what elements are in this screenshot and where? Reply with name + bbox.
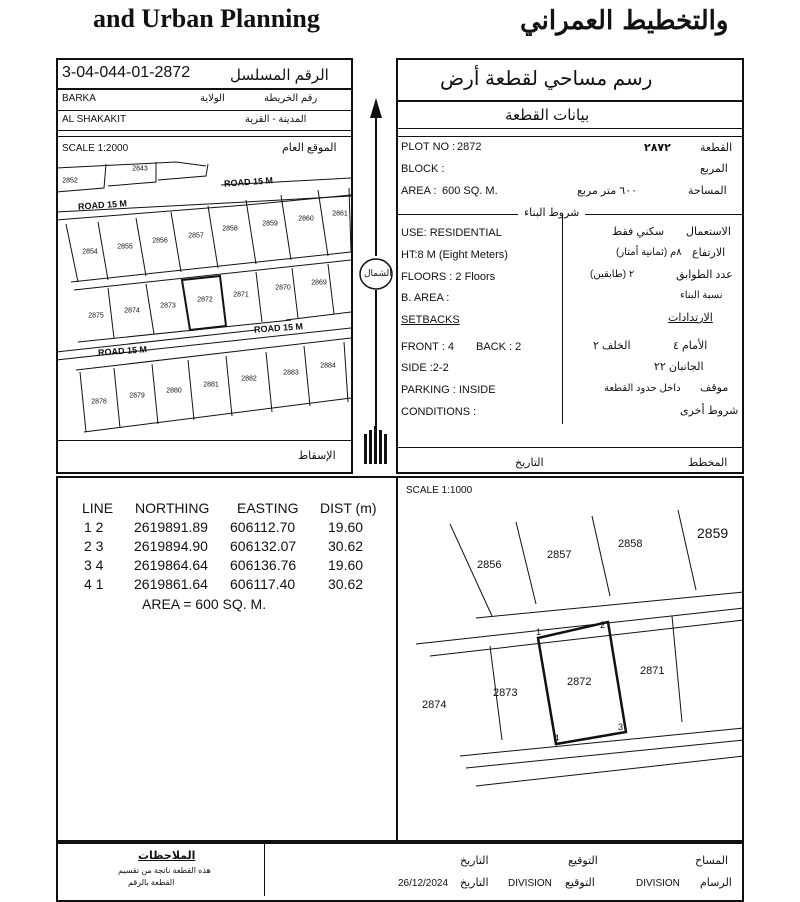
detail-plot-number: 2859 (697, 525, 729, 541)
cell-dist: 19.60 (328, 557, 364, 573)
detail-block-line (476, 756, 744, 786)
map-plot-number: 2882 (241, 375, 257, 383)
map-block-line (108, 288, 114, 338)
map-no-label: رقم الخريطة (264, 93, 318, 104)
floors-ar-label: عدد الطوابق (676, 269, 733, 281)
detail-plot-number: 2873 (493, 687, 518, 699)
map-plot-number: 2857 (188, 232, 204, 240)
cell-dist: 30.62 (328, 576, 364, 592)
division-value-2: DIVISION (508, 878, 552, 889)
map-block-line (208, 206, 218, 268)
detail-road-edge (460, 728, 744, 756)
col-header-northing: NORTHING (135, 500, 210, 516)
map-block-line (226, 356, 232, 416)
map-plot-number: 2881 (203, 381, 219, 389)
road-label: ROAD 15 M (253, 321, 304, 335)
header-title-ar: والتخطيط العمراني (520, 6, 729, 36)
side-value: SIDE :2-2 (401, 362, 449, 374)
map-plot-number: 2878 (91, 398, 107, 406)
map-block-line (292, 268, 298, 318)
planner-label-ar: المخطط (688, 457, 728, 469)
front-value: FRONT : 4 (401, 341, 454, 353)
map-block-line (318, 190, 328, 256)
map-block-line (328, 264, 334, 314)
map-block-line (281, 195, 291, 260)
parking-value: PARKING : INSIDE (401, 384, 496, 396)
signature-label-2: التوقيع (565, 877, 595, 889)
date-label-2: التاريخ (460, 877, 489, 889)
plot-no-label: PLOT NO : (401, 141, 456, 153)
map-plot-number: 2852 (62, 177, 78, 185)
serial-label: الرقم المسلسل (230, 67, 329, 84)
conditions-ar-label: شروط أخرى (680, 405, 739, 417)
note-line-2: القطعة بالرقم (128, 878, 175, 887)
map-plot-number: 2858 (222, 225, 238, 233)
block-label: BLOCK : (401, 163, 445, 175)
detail-plot-number: 2858 (618, 538, 643, 550)
map-plot-number: 2843 (132, 165, 148, 173)
side-ar-value: الجانبان ٢٢ (654, 361, 704, 373)
cell-line: 1 2 (84, 519, 104, 535)
map-plot-number: 2870 (275, 284, 291, 292)
date-value: 26/12/2024 (398, 878, 449, 889)
b-area-label: B. AREA : (401, 292, 450, 304)
map-block-line (266, 352, 272, 412)
map-block-line (171, 212, 181, 272)
detail-road-edge (466, 740, 744, 768)
use-value: USE: RESIDENTIAL (401, 227, 502, 239)
area-ar-value: ٦٠٠ متر مربع (577, 185, 638, 197)
detail-block-line (516, 522, 536, 604)
col-header-easting: EASTING (237, 500, 299, 516)
north-label: الشمال (364, 268, 392, 278)
parking-ar-value: داخل حدود القطعة (604, 383, 681, 394)
plot-no-value: 2872 (457, 141, 482, 153)
map-plot-number: 2872 (197, 296, 213, 304)
map-block-line (98, 222, 108, 280)
back-ar-value: الخلف ٢ (593, 340, 631, 352)
map-block-line (136, 218, 146, 276)
note-line-1: هذه القطعة ناتجة من تقسيم (118, 866, 211, 875)
road-label: ROAD 15 M (223, 175, 274, 189)
detail-block-line (592, 516, 610, 596)
plot-no-ar-value: ٢٨٧٢ (644, 142, 671, 154)
cell-easting: 606136.76 (230, 557, 297, 573)
detail-block-line (672, 616, 682, 722)
block-label-ar: المربع (700, 163, 728, 175)
map-plot-number: 2871 (233, 291, 249, 299)
height-value: HT:8 M (Eight Meters) (401, 249, 508, 261)
corner-label: 1 (536, 627, 542, 637)
map-plot-number: 2869 (311, 279, 327, 287)
map-plot-number: 2855 (117, 243, 133, 251)
division-value-1: DIVISION (636, 878, 680, 889)
corner-label: 3 (618, 722, 624, 732)
back-value: BACK : 2 (476, 341, 522, 353)
map-block-line (246, 200, 256, 264)
map-plot-number: 2884 (320, 362, 336, 370)
map-plot-number: 2873 (160, 302, 176, 310)
table-row (82, 576, 382, 594)
map-plot-number: 2859 (262, 220, 278, 228)
city-label: المدينة - القرية (245, 114, 307, 125)
projection-label: الإسقاط (298, 450, 336, 462)
col-header-dist: DIST (m) (320, 500, 377, 516)
area-ar-label: المساحة (688, 185, 727, 197)
detail-plot-number: 2871 (640, 665, 665, 677)
notes-label: الملاحظات (138, 850, 196, 862)
map-plot-number: 2879 (129, 392, 145, 400)
cell-dist: 30.62 (328, 538, 364, 554)
cell-easting: 606132.07 (230, 538, 297, 554)
map-block-line (349, 188, 351, 252)
map-block-line (188, 360, 194, 420)
table-row (82, 557, 382, 575)
map-block-line (66, 224, 78, 282)
detail-map (396, 496, 744, 836)
cell-northing: 2619891.89 (134, 519, 208, 535)
conditions-label: CONDITIONS : (401, 406, 477, 418)
wilayat-value: BARKA (62, 93, 96, 104)
road-label: ROAD 15 M (77, 198, 128, 212)
cell-northing: 2619894.90 (134, 538, 208, 554)
date-label: التاريخ (460, 855, 489, 867)
height-ar-value: ٨م (ثمانية أمتار) (616, 247, 682, 258)
table-row (82, 519, 382, 537)
detail-plot-number: 2857 (547, 549, 572, 561)
corner-label: 4 (554, 733, 560, 743)
map-plot-number: 2875 (88, 312, 104, 320)
b-area-ar-label: نسبة البناء (680, 290, 723, 301)
area-value: 600 SQ. M. (442, 185, 498, 197)
total-area: AREA = 600 SQ. M. (142, 596, 267, 612)
draftsman-label: الرسام (700, 877, 732, 889)
map-block-line (158, 164, 208, 180)
plot-label-ar: القطعة (700, 142, 733, 154)
map-block-line (80, 372, 86, 432)
detail-plot-number: 2874 (422, 699, 447, 711)
map-plot-number: 2854 (82, 248, 98, 256)
location-scale: SCALE 1:2000 (62, 143, 129, 154)
plot-data-heading: بيانات القطعة (505, 107, 590, 124)
map-plot-number: 2861 (332, 210, 348, 218)
building-conditions-heading: شروط البناء (518, 206, 585, 219)
map-plot-number: 2860 (298, 215, 314, 223)
height-ar-label: الارتفاع (692, 247, 726, 259)
floors-value: FLOORS : 2 Floors (401, 271, 496, 283)
cell-easting: 606112.70 (230, 519, 296, 535)
cell-line: 4 1 (84, 576, 104, 592)
cell-dist: 19.60 (328, 519, 364, 535)
col-header-line: LINE (82, 500, 114, 516)
detail-plot-number: 2872 (567, 676, 592, 688)
cell-easting: 606117.40 (230, 576, 296, 592)
wilayat-label: الولاية (200, 93, 225, 104)
road-label: ROAD 15 M (97, 344, 148, 358)
survey-title-ar: رسم مساحي لقطعة أرض (440, 68, 653, 90)
map-block-line (146, 284, 154, 334)
signature-label: التوقيع (568, 855, 598, 867)
map-block-line (304, 346, 310, 406)
setbacks-label: SETBACKS (401, 314, 460, 326)
detail-plot-number: 2856 (477, 559, 502, 571)
header-title-en: and Urban Planning (93, 4, 320, 33)
front-ar-value: الأمام ٤ (673, 340, 708, 352)
cell-line: 3 4 (84, 557, 104, 573)
map-plot-number: 2880 (166, 387, 182, 395)
map-block-line (256, 272, 262, 322)
use-ar-value: سكني فقط (612, 226, 665, 238)
date-label-ar: التاريخ (515, 457, 544, 469)
parking-ar-label: موقف (700, 382, 729, 394)
corner-label: 2 (600, 620, 606, 630)
general-location-label: الموقع العام (282, 142, 337, 154)
table-row (82, 538, 382, 556)
use-ar-label: الاستعمال (686, 226, 731, 238)
map-block-line (114, 368, 120, 428)
map-block-line (56, 162, 206, 168)
cell-northing: 2619861.64 (134, 576, 208, 592)
map-plot-number: 2874 (124, 307, 140, 315)
map-plot-number: 2856 (152, 237, 168, 245)
map-block-line (152, 364, 158, 424)
cell-northing: 2619864.64 (134, 557, 208, 573)
surveyor-label: المساح (695, 855, 729, 867)
serial-value: 3-04-044-01-2872 (62, 64, 191, 81)
area-label: AREA : (401, 185, 437, 197)
detail-block-line (678, 510, 696, 590)
map-block-line (84, 398, 351, 432)
map-road-edge (286, 312, 351, 320)
north-arrow (356, 96, 396, 476)
cell-line: 2 3 (84, 538, 104, 554)
map-block-line (74, 260, 351, 290)
floors-ar-value: ٢ (طابقين) (590, 269, 635, 280)
city-value: AL SHAKAKIT (62, 114, 127, 125)
setbacks-ar-label: الارتدادات (668, 312, 713, 324)
map-plot-number: 2883 (283, 369, 299, 377)
detail-scale: SCALE 1:1000 (406, 485, 473, 496)
map-block-line (344, 342, 348, 402)
